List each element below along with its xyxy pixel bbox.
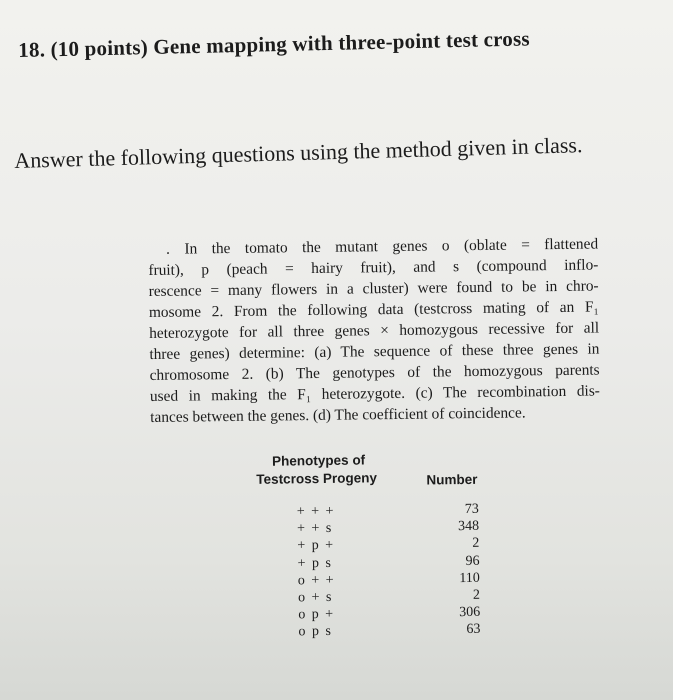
- number-cell: 110: [459, 570, 480, 586]
- table-row: [252, 621, 512, 642]
- phenotype-cell: + p +: [297, 538, 334, 554]
- problem-line: three genes) determine: (a) The sequence of these three genes in: [149, 340, 600, 363]
- phenotype-cell: + + +: [296, 503, 334, 520]
- problem-line: heterozygote for all three genes × homozygous recessive for all: [149, 319, 600, 342]
- phenotype-cell: o p s: [298, 624, 332, 640]
- testcross-table: [250, 449, 510, 640]
- number-cell: 63: [466, 622, 481, 638]
- number-cell: 73: [464, 501, 479, 518]
- phenotype-cell: o + +: [297, 572, 334, 589]
- phenotype-cell: + + s: [296, 521, 332, 537]
- question-title: (10 points) Gene mapping with three-point test cross: [50, 26, 530, 62]
- number-cell: 348: [457, 518, 480, 535]
- phenotypes-header-line2: Testcross Progeny: [256, 470, 378, 487]
- problem-line: chromosome 2. (b) The genotypes of the homozygous parents: [149, 361, 600, 384]
- phenotype-cell: + p s: [297, 555, 331, 571]
- problem-line: . In the tomato the mutant genes o (oblate = flattened: [166, 235, 599, 258]
- instructions-text: Answer the following questions using the method given in class.: [14, 132, 583, 173]
- problem-line: rescence = many flowers in a cluster) were found to be in chro-: [148, 277, 599, 300]
- number-cell: 96: [465, 553, 480, 569]
- phenotype-cell: o p +: [298, 606, 334, 623]
- number-cell: 2: [472, 587, 481, 603]
- question-heading: [18, 26, 530, 63]
- problem-line: tances between the genes. (d) The coefficient of coincidence.: [150, 404, 526, 426]
- number-cell: 306: [459, 604, 481, 621]
- phenotype-cell: o + s: [297, 589, 332, 606]
- problem-line: used in making the F₁ heterozygote. (c) The recombination dis-: [149, 382, 600, 405]
- problem-statement: [148, 234, 600, 428]
- phenotypes-header-line1: Phenotypes of: [272, 452, 366, 469]
- table-body: [251, 500, 513, 641]
- number-cell: 2: [472, 536, 480, 552]
- question-number: 18.: [18, 37, 46, 62]
- problem-line: fruit), p (peach = hairy fruit), and s (compound inflo-: [148, 256, 599, 279]
- problem-line: mosome 2. From the following data (testcross mating of an F₁: [148, 298, 599, 321]
- number-header: Number: [426, 471, 478, 488]
